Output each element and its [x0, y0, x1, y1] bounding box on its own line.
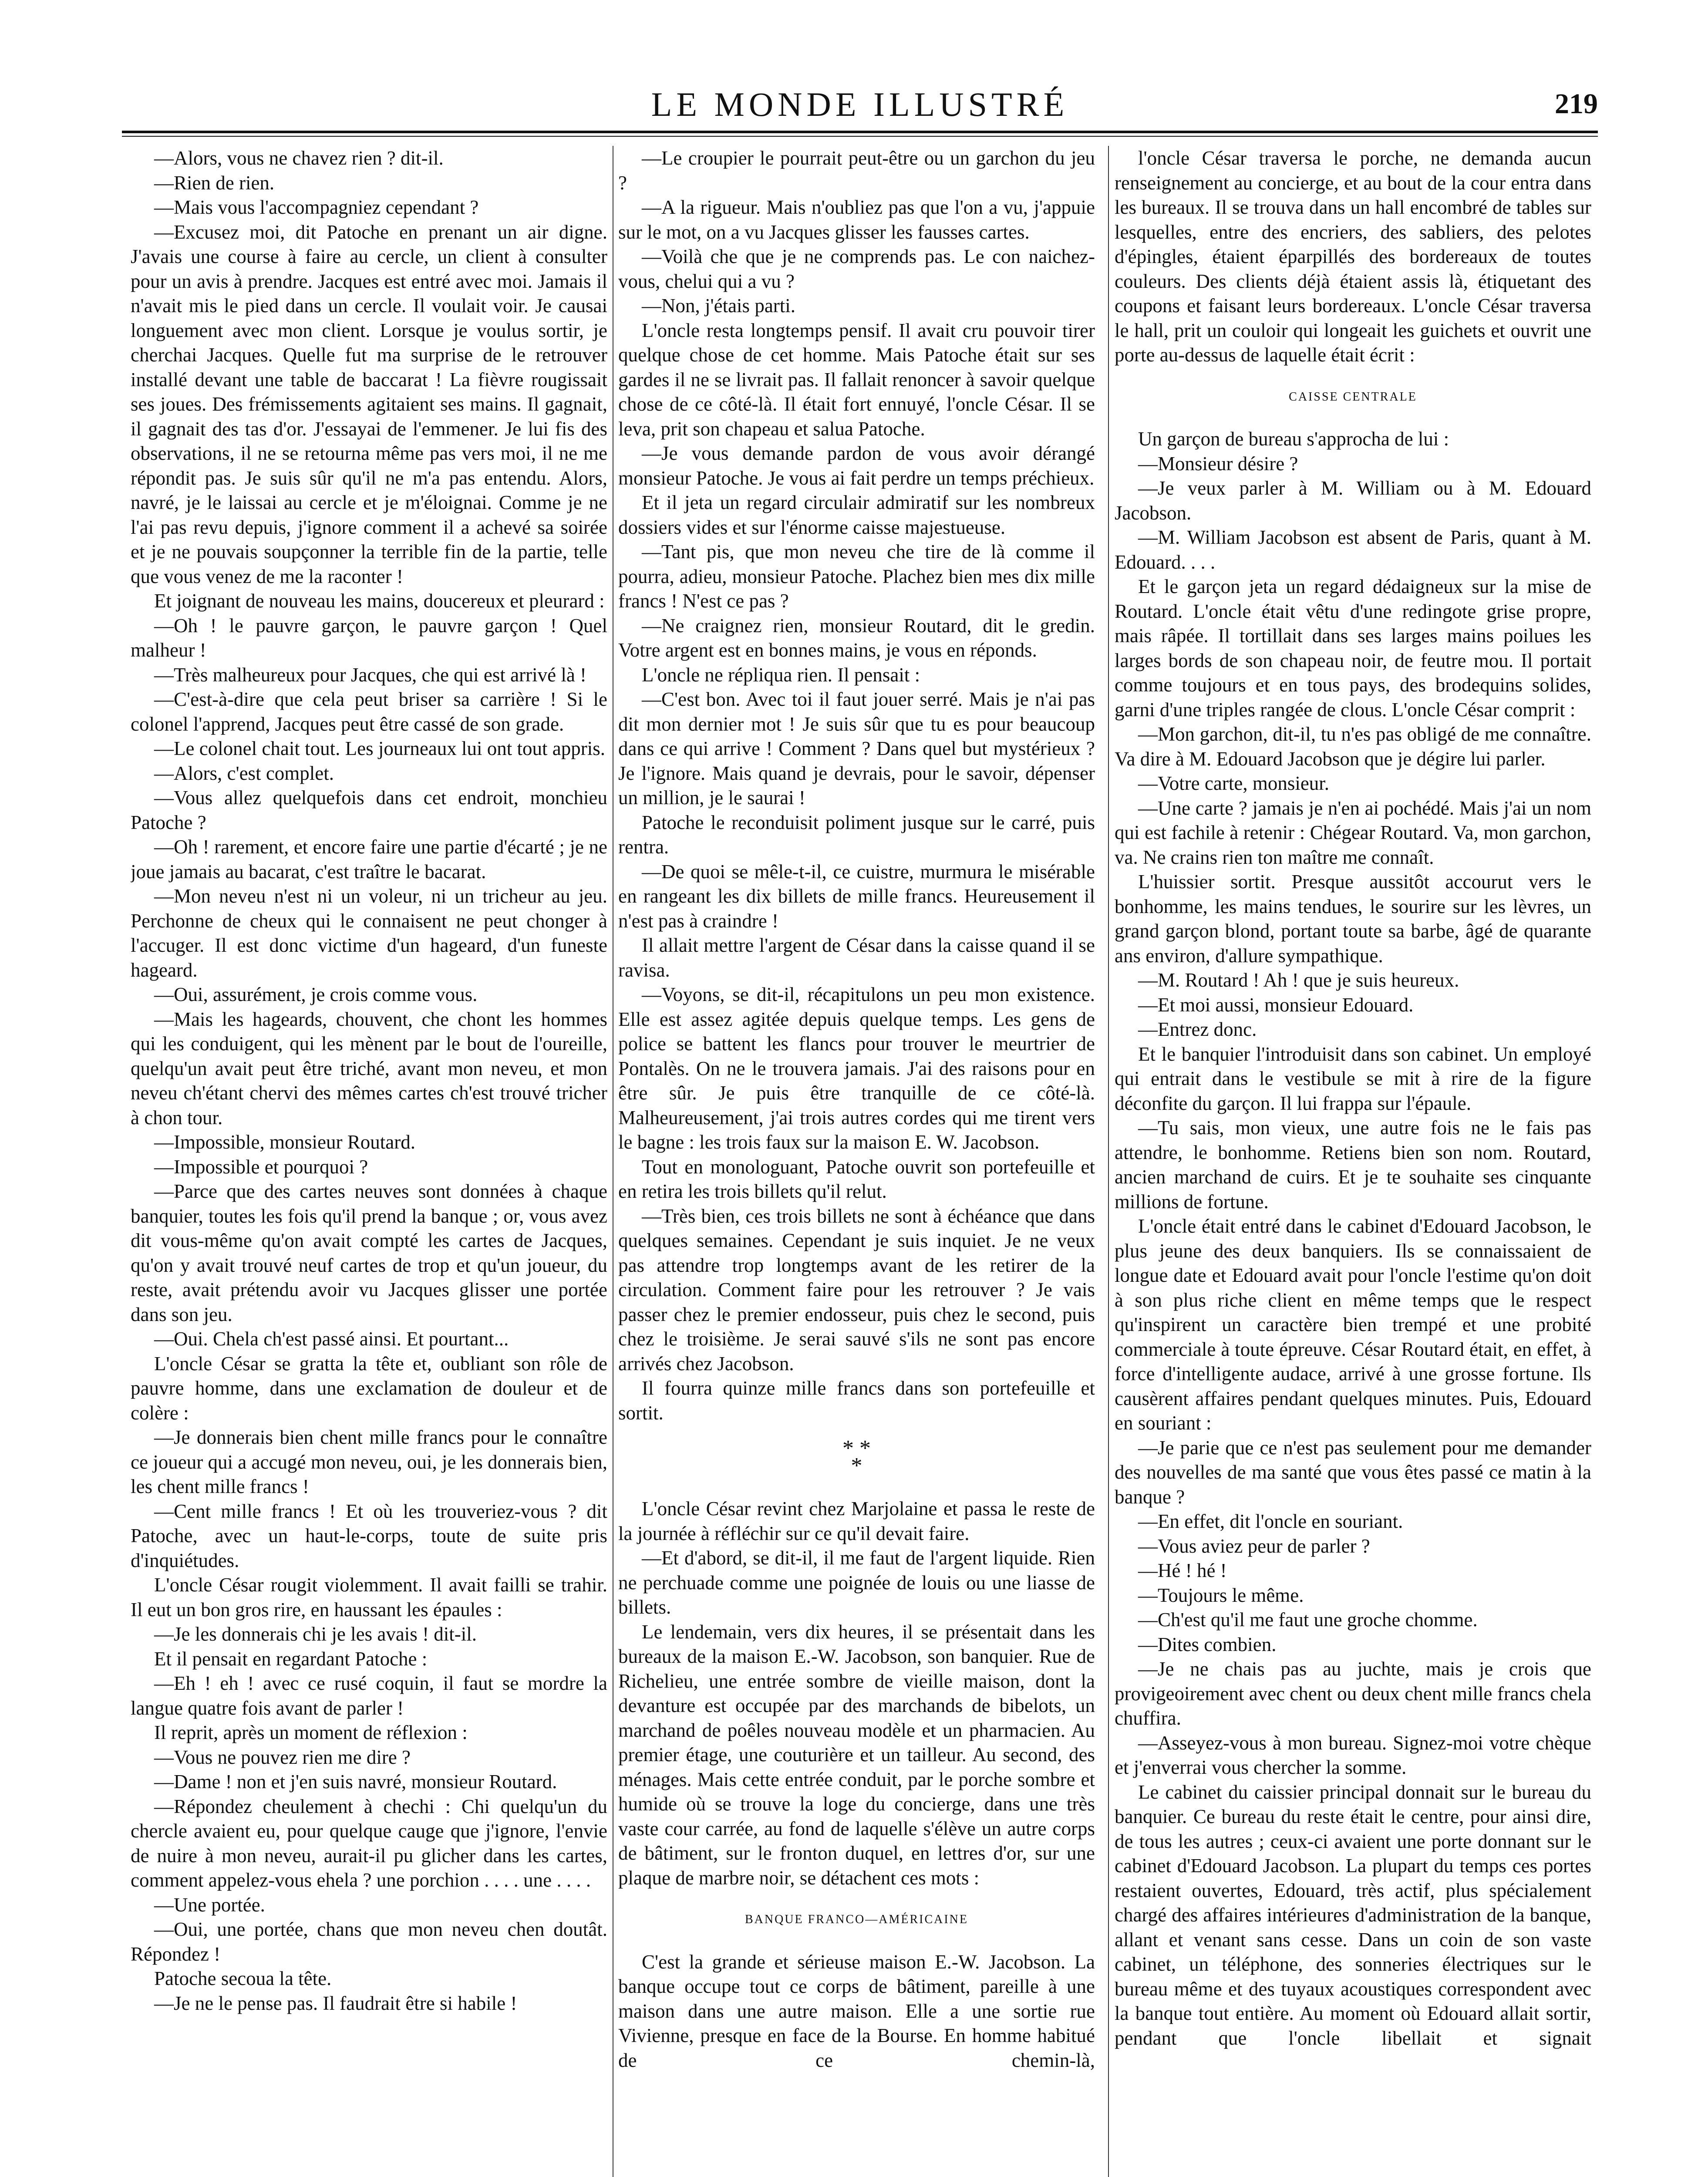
paragraph: L'oncle ne répliqua rien. Il pensait : — [642, 664, 920, 686]
paragraph: —De quoi se mêle-t-il, ce cuistre, murmura le misérable en rangeant les dix billets de mille francs. Heureusement il n'est pas à craindre ! — [618, 860, 1095, 932]
paragraph: —Toujours le même. — [1138, 1584, 1304, 1606]
paragraph: —Tu sais, mon vieux, une autre fois ne le fais pas attendre, le bonhomme. Retiens bien son nom. Routard, ancien marchand de cuirs. Et je te souhaite ses cinquante millions de fortune. — [1115, 1117, 1591, 1213]
paragraph: —Mais vous l'accompagniez cependant ? — [154, 196, 479, 218]
paragraph: Et il jeta un regard circulair admiratif sur les nombreux dossiers vides et sur l'énorme caisse majestueuse. — [618, 492, 1095, 538]
paragraph: —Je ne le pense pas. Il faudrait être si habile ! — [154, 1992, 517, 2014]
paragraph: —Vous allez quelquefois dans cet endroit, monchieu Patoche ? — [131, 787, 607, 833]
paragraph: L'oncle César se gratta la tête et, oubliant son rôle de pauvre homme, dans une exclamation de douleur et de colère : — [131, 1352, 607, 1424]
paragraph: Et le banquier l'introduisit dans son cabinet. Un employé qui entrait dans le vestibule se mit à rire de la figure déconfite du garçon. Il lui frappa sur l'épaule. — [1115, 1043, 1591, 1114]
paragraph: —Votre carte, monsieur. — [1138, 772, 1330, 794]
paragraph: —Excusez moi, dit Patoche en prenant un air digne. J'avais une course à faire au cercle, un client à consulter pour un avis à prendre. Jacques est entré avec moi. Jamais il n'avait mis le pied dans un cercle. Il voulait voir. Je causai longuement avec mon client. Lorsque je voulus sortir, je cherchai Jacques. Quelle fut ma surprise de le retrouver installé devant une table de baccarat ! La fièvre rougissait ses joues. Des frémissements agitaient ses mains. Il gagnait, il gagnait des tas d'or. J'essayai de l'emmener. Je lui fis des observations, il ne se retourna même pas vers moi, il ne me répondit pas. Je suis sûr qu'il ne m'a pas entendu. Alors, navré, je le laissai au cercle et je m'éloignai. Comme je ne l'ai pas revu depuis, j'ignore comment il a achevé sa soirée et je ne pouvais soupçonner la terrible fin de la partie, telle que vous venez de me la raconter ! — [131, 221, 607, 587]
paragraph: —Ne craignez rien, monsieur Routard, dit le gredin. Votre argent est en bonnes mains, je vous en réponds. — [618, 614, 1095, 661]
header-rule — [122, 131, 1598, 133]
paragraph: —Monsieur désire ? — [1138, 452, 1298, 475]
text-column-2 — [618, 146, 1095, 2177]
paragraph: —Une portée. — [154, 1894, 265, 1916]
page-header — [122, 85, 1598, 128]
paragraph: —Le colonel chait tout. Les journeaux lui ont tout appris. — [154, 738, 606, 759]
text-column-3 — [1115, 146, 1591, 2177]
paragraph: —Et d'abord, se dit-il, il me faut de l'argent liquide. Rien ne perchuade comme une poignée de louis ou une liasse de billets. — [618, 1547, 1095, 1618]
paragraph: —M. William Jacobson est absent de Paris, quant à M. Edouard. . . . — [1115, 526, 1591, 573]
paragraph: —Asseyez-vous à mon bureau. Signez-moi votre chèque et j'enverrai vous chercher la somme. — [1115, 1732, 1591, 1778]
paragraph: —Dame ! non et j'en suis navré, monsieur Routard. — [154, 1771, 557, 1793]
paragraph: —Le croupier le pourrait peut-être ou un garchon du jeu ? — [618, 147, 1095, 194]
paragraph: —Je parie que ce n'est pas seulement pour me demander des nouvelles de ma santé que vous êtes passé ce matin à la banque ? — [1115, 1436, 1591, 1508]
paragraph: —Mon garchon, dit-il, tu n'es pas obligé de me connaître. Va dire à M. Edouard Jacobson que je dégire lui parler. — [1115, 723, 1591, 770]
paragraph: —Répondez cheulement à chechi : Chi quelqu'un du chercle avaient eu, pour quelque cauge que j'ignore, l'envie de nuire à mon neveu, aurait-il pu glicher dans les cartes, comment appelez-vous ehela ? une porchion . . . . une . . . . — [131, 1795, 607, 1891]
paragraph: —Dites combien. — [1138, 1633, 1277, 1655]
page-number: 219 — [1555, 88, 1598, 120]
paragraph: —Vous ne pouvez rien me dire ? — [154, 1746, 411, 1768]
paragraph: L'oncle César revint chez Marjolaine et passa le reste de la journée à réfléchir sur ce qu'il devait faire. — [618, 1498, 1095, 1544]
paragraph: Et joignant de nouveau les mains, doucereux et pleurard : — [154, 590, 605, 612]
paragraph: —Oh ! le pauvre garçon, le pauvre garçon ! Quel malheur ! — [131, 614, 607, 661]
paragraph: —Voyons, se dit-il, récapitulons un peu mon existence. Elle est assez agitée depuis quelque temps. Les gens de police se battent les flancs pour trouver le meurtrier de Pontalès. On ne le trouvera jamais. J'ai des raisons pour en être sûr. Je puis être tranquille de ce côté-là. Malheureusement, j'ai trois autres cordes qui me tirent vers le bagne : les trois faux sur la maison E. W. Jacobson. — [618, 984, 1095, 1153]
paragraph: —Alors, vous ne chavez rien ? dit-il. — [154, 147, 444, 169]
paragraph: —Je les donnerais chi je les avais ! dit-il. — [154, 1623, 477, 1645]
paragraph: —Oui, une portée, chans que mon neveu chen doutât. Répondez ! — [131, 1918, 607, 1965]
paragraph: —Ch'est qu'il me faut une groche chomme. — [1138, 1609, 1478, 1631]
paragraph: —Oui. Chela ch'est passé ainsi. Et pourtant... — [154, 1328, 509, 1350]
paragraph: Il fourra quinze mille francs dans son portefeuille et sortit. — [618, 1377, 1095, 1424]
paragraph: —M. Routard ! Ah ! que je suis heureux. — [1138, 969, 1459, 991]
header-rule-thin — [122, 136, 1598, 137]
paragraph: —Impossible et pourquoi ? — [154, 1156, 368, 1178]
paragraph: —C'est bon. Avec toi il faut jouer serré. Mais je n'ai pas dit mon dernier mot ! Je suis sûr que tu es pour beaucoup dans ce qui arrive ! Comment ? Dans quel but mystérieux ? Je l'ignore. Mais quand je devrais, pour le savoir, dépenser un million, je le saurai ! — [618, 688, 1095, 809]
paragraph: —A la rigueur. Mais n'oubliez pas que l'on a vu, j'appuie sur le mot, on a vu Jacques glisser les fausses cartes. — [618, 196, 1095, 243]
paragraph: —Je donnerais bien chent mille francs pour le connaître ce joueur qui a accugé mon neveu, oui, je les donnerais bien, les chent mille francs ! — [131, 1426, 607, 1497]
paragraph: —Je veux parler à M. William ou à M. Edouard Jacobson. — [1115, 477, 1591, 524]
paragraph: L'oncle était entré dans le cabinet d'Edouard Jacobson, le plus jeune des deux banquiers. Ils se connaissaient de longue date et Edouard avait pour l'oncle l'estime qu'on doit à son plus riche client en même temps que le respect qu'inspirent un caractère bien trempé et une probité commerciale à toute épreuve. César Routard était, en effet, à force d'intelligente audace, arrivé à une grosse fortune. Ils causèrent affaires pendant quelques minutes. Puis, Edouard en souriant : — [1115, 1215, 1591, 1434]
paragraph: Il reprit, après un moment de réflexion : — [154, 1722, 468, 1743]
paragraph: —Mais les hageards, chouvent, che chont les hommes qui les conduigent, qui les mènent par le bout de l'oureille, quelqu'un avait peut être triché, avant mon neveu, et mon neveu ch'étant chervi des mêmes cartes ch'est trouvé tricher à chon tour. — [131, 1008, 607, 1129]
paragraph: L'oncle resta longtemps pensif. Il avait cru pouvoir tirer quelque chose de cet homme. Mais Patoche était sur ses gardes il ne se livrait pas. Il fallait renoncer à savoir quelque chose de ce côté-là. Il était fort ennuyé, l'oncle César. Il se leva, prit son chapeau et salua Patoche. — [618, 319, 1095, 440]
paragraph: Le cabinet du caissier principal donnait sur le bureau du banquier. Ce bureau du reste était le centre, pour ainsi dire, de tous les autres ; ceux-ci avaient une porte donnant sur le cabinet d'Edouard Jacobson. La plupart du temps ces portes restaient ouvertes, Edouard, très actif, plus spécialement chargé des affaires intérieures d'administration de la banque, allant et venant sans cesse. Dans un coin de son vaste cabinet, un téléphone, des sonneries électriques sur le bureau même et des tuyaux acoustiques correspondent avec la banque tout entière. Au moment où Edouard allait sortir, pendant que l'oncle libellait et signait — [1115, 1781, 1591, 2049]
paragraph: —Et moi aussi, monsieur Edouard. — [1138, 994, 1414, 1016]
paragraph: —Je ne chais pas au juchte, mais je crois que provigeoirement avec chent ou deux chent mille francs chela chuffira. — [1115, 1658, 1591, 1729]
paragraph: —Non, j'étais parti. — [642, 295, 796, 317]
paragraph: —Je vous demande pardon de vous avoir dérangé monsieur Patoche. Je vous ai fait perdre un temps préchieux. — [618, 442, 1095, 489]
paragraph: —Très malheureux pour Jacques, che qui est arrivé là ! — [154, 664, 587, 686]
paragraph: Un garçon de bureau s'approcha de lui : — [1138, 428, 1449, 450]
paragraph: Le lendemain, vers dix heures, il se présentait dans les bureaux de la maison E.-W. Jacobson, son banquier. Rue de Richelieu, une entrée sombre de vieille maison, dont la devanture est occupée par des marchands de bibelots, un marchand de poêles nouveau modèle et un pharmacien. Au premier étage, une couturière et un tailleur. Au second, des ménages. Mais cette entrée conduit, par le porche sombre et humide où se trouve la loge du concierge, dans une très vaste cour carrée, au fond de laquelle s'élève un autre corps de bâtiment, sur le fronton duquel, en lettres d'or, sur une plaque de marbre noir, se détachent ces mots : — [618, 1621, 1095, 1889]
paragraph: —Oui, assurément, je crois comme vous. — [154, 984, 478, 1005]
paragraph: —En effet, dit l'oncle en souriant. — [1138, 1510, 1403, 1532]
paragraph: Il allait mettre l'argent de César dans la caisse quand il se ravisa. — [618, 934, 1095, 981]
paragraph: —Voilà che que je ne comprends pas. Le con naichez-vous, chelui qui a vu ? — [618, 246, 1095, 292]
paragraph: —Rien de rien. — [154, 172, 275, 194]
paragraph: —Eh ! eh ! avec ce rusé coquin, il faut se mordre la langue quatre fois avant de parler ! — [131, 1672, 607, 1719]
paragraph: L'oncle César rougit violemment. Il avait failli se trahir. Il eut un bon gros rire, en haussant les épaules : — [131, 1574, 607, 1621]
paragraph: C'est la grande et sérieuse maison E.-W. Jacobson. La banque occupe tout ce corps de bâtiment, pareille à une maison dans une autre maison. Elle a une sortie rue Vivienne, presque en face de la Bourse. En homme habitué de ce chemin-là, — [618, 1951, 1095, 2071]
paragraph: —Parce que des cartes neuves sont données à chaque banquier, toutes les fois qu'il prend la banque ; or, vous avez dit vous-même qu'on avait compté les cartes de Jacques, qu'on y avait trouvé neuf cartes de trop et qu'un joueur, du reste, avait prétendu avoir vu Jacques glisser une portée dans son jeu. — [131, 1180, 607, 1325]
paragraph: —Hé ! hé ! — [1138, 1560, 1227, 1581]
section-break-asterism: * * * — [842, 1436, 871, 1478]
paragraph: —C'est-à-dire que cela peut briser sa carrière ! Si le colonel l'apprend, Jacques peut être cassé de son grade. — [131, 688, 607, 735]
paragraph: —Impossible, monsieur Routard. — [154, 1131, 415, 1153]
paragraph: Patoche le reconduisit poliment jusque sur le carré, puis rentra. — [618, 811, 1095, 858]
paragraph: —Mon neveu n'est ni un voleur, ni un tricheur au jeu. Perchonne de cheux qui le connaisent ne peut chonger à l'accuger. Il est donc victime d'un hageard, d'un funeste hageard. — [131, 885, 607, 981]
paragraph: —Très bien, ces trois billets ne sont à échéance que dans quelques semaines. Cependant je suis inquiet. Je ne veux pas attendre trop longtemps avant de les retirer de la circulation. Comment faire pour les retrouver ? Je vais passer chez le premier endosseur, puis chez le second, puis chez le troisième. Je serai sauvé s'ils ne sont pas encore arrivés chez Jacobson. — [618, 1205, 1095, 1375]
text-column-1 — [131, 146, 607, 2177]
paragraph: —Oh ! rarement, et encore faire une partie d'écarté ; je ne joue jamais au bacarat, c'est traître le bacarat. — [131, 836, 607, 883]
paragraph: Tout en monologuant, Patoche ouvrit son portefeuille et en retira les trois billets qu'il relut. — [618, 1156, 1095, 1202]
paragraph: —Une carte ? jamais je n'en ai pochédé. Mais j'ai un nom qui est fachile à retenir : Chégear Routard. Va, mon garchon, va. Ne crains rien ton maître me connaît. — [1115, 797, 1591, 868]
paragraph: —Alors, c'est complet. — [154, 762, 334, 784]
paragraph: —Tant pis, que mon neveu che tire de là comme il pourra, adieu, monsieur Patoche. Plachez bien mes dix mille francs ! N'est ce pas ? — [618, 541, 1095, 612]
paragraph: Patoche secoua la tête. — [154, 1968, 332, 1989]
paragraph: Et il pensait en regardant Patoche : — [154, 1648, 428, 1670]
column-divider — [1108, 146, 1109, 2177]
paragraph: —Vous aviez peur de parler ? — [1138, 1535, 1370, 1557]
paragraph: L'huissier sortit. Presque aussitôt accourut vers le bonhomme, les mains tendues, le sourire sur les lèvres, un grand garçon blond, portant toute sa barbe, âgé de quarante ans environ, d'allure sympathique. — [1115, 871, 1591, 967]
paragraph: —Entrez donc. — [1138, 1018, 1257, 1040]
paragraph: —Cent mille francs ! Et où les trouveriez-vous ? dit Patoche, avec un haut-le-corps, toute de suite pris d'inquiétudes. — [131, 1500, 607, 1571]
paragraph: Et le garçon jeta un regard dédaigneux sur la mise de Routard. L'oncle était vêtu d'une redingote grise propre, mais râpée. Il tortillait dans ses larges mains poilues les larges bords de son chapeau noir, de feutre mou. Il portait comme toujours et en tous pays, des brodequins solides, garni d'une triples rangée de clous. L'oncle César comprit : — [1115, 576, 1591, 721]
sign-caisse-centrale: CAISSE CENTRALE — [1289, 390, 1417, 404]
publication-title: LE MONDE ILLUSTRÉ — [651, 85, 1069, 123]
sign-banque-franco-americaine: BANQUE FRANCO—AMÉRICAINE — [745, 1913, 968, 1926]
paragraph: l'oncle César traversa le porche, ne demanda aucun renseignement au concierge, et au bout de la cour entra dans les bureaux. Il se trouva dans un hall encombré de tables sur lesquelles, entre des encriers, des sabliers, des pelotes d'épingles, étaient éparpillés des bordereaux de toutes couleurs. Des clients déjà étaient assis là, étiquetant des coupons et faisant leurs bordereaux. L'oncle César traversa le hall, prit un couloir qui longeait les guichets et ouvrit une porte au-dessus de laquelle était écrit : — [1115, 147, 1591, 366]
